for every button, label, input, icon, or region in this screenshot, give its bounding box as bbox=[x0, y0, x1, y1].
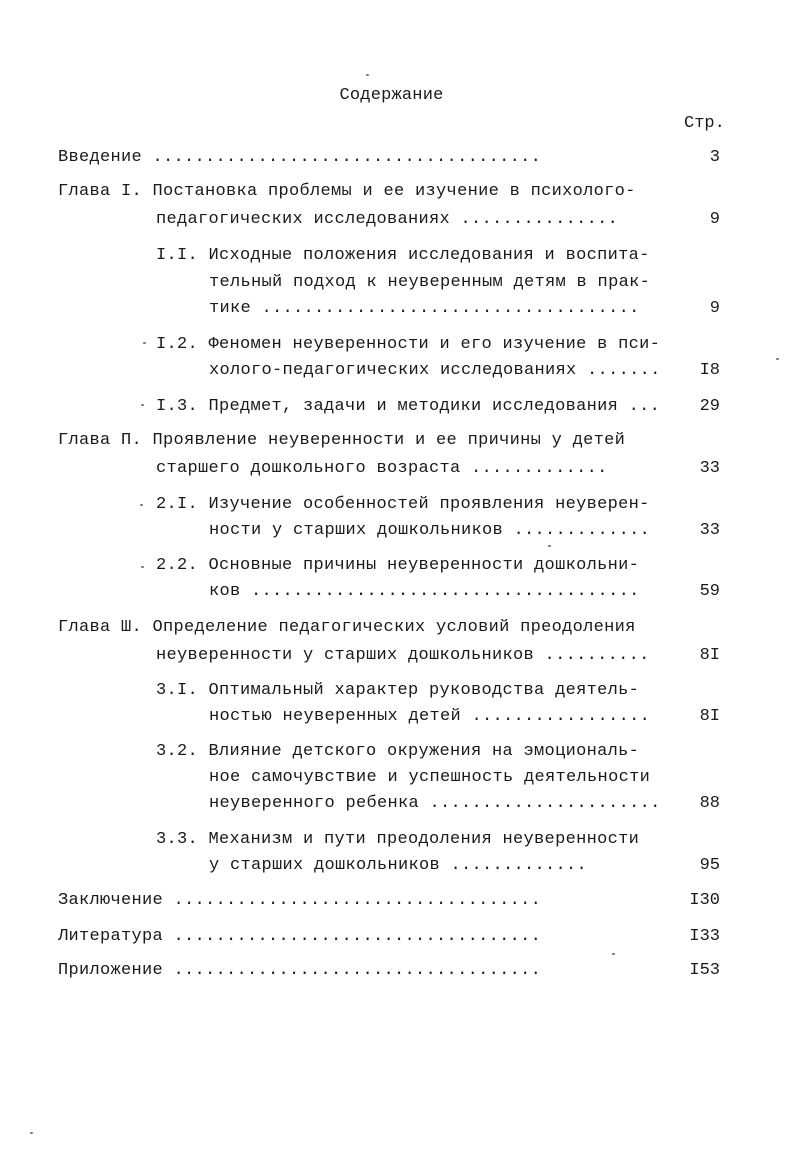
toc-page-conclusion: I30 bbox=[689, 891, 720, 910]
scan-speck bbox=[776, 358, 779, 360]
page-title: Содержание bbox=[339, 86, 444, 105]
toc-page-appendix: I53 bbox=[689, 961, 720, 980]
toc-page-2-1: 33 bbox=[699, 521, 720, 540]
scan-speck bbox=[140, 504, 143, 506]
page-column-label: Стр. bbox=[684, 114, 725, 133]
toc-page-chapter2: 33 bbox=[699, 459, 720, 478]
toc-line-3-2-cont2: неуверенного ребенка ...................... bbox=[209, 794, 661, 813]
toc-line-2-1-cont: ности у старших дошкольников ............. bbox=[209, 521, 651, 540]
toc-line-literature: Литература ................................... bbox=[58, 927, 542, 946]
toc-line-chapter2: Глава П. Проявление неуверенности и ее причины у детей bbox=[58, 431, 626, 450]
toc-page-chapter1: 9 bbox=[709, 210, 720, 229]
scan-speck bbox=[30, 1132, 33, 1134]
toc-line-3-3-cont: у старших дошкольников ............. bbox=[209, 856, 588, 875]
toc-line-chapter2-cont: старшего дошкольного возраста ............. bbox=[156, 459, 608, 478]
toc-line-1-1-cont1: тельный подход к неуверенным детям в прак- bbox=[209, 273, 651, 292]
scan-speck bbox=[366, 74, 369, 76]
toc-line-2-2-cont: ков ..................................... bbox=[209, 582, 640, 601]
toc-line-2-2: 2.2. Основные причины неуверенности дошкольни- bbox=[156, 556, 640, 575]
toc-line-1-1: I.I. Исходные положения исследования и воспита- bbox=[156, 246, 650, 265]
toc-page-1-1: 9 bbox=[709, 299, 720, 318]
toc-line-appendix: Приложение ................................... bbox=[58, 961, 542, 980]
toc-page-literature: I33 bbox=[689, 927, 720, 946]
toc-line-1-3: I.3. Предмет, задачи и методики исследования ... bbox=[156, 397, 661, 416]
toc-line-3-2: 3.2. Влияние детского окружения на эмоциональ- bbox=[156, 742, 640, 761]
toc-line-chapter3: Глава Ш. Определение педагогических условий преодоления bbox=[58, 618, 636, 637]
scan-speck bbox=[141, 404, 144, 406]
toc-line-1-2: I.2. Феномен неуверенности и его изучение в пси- bbox=[156, 335, 661, 354]
toc-line-1-2-cont: холого-педагогических исследованиях ....... bbox=[209, 361, 661, 380]
toc-page-intro: 3 bbox=[709, 148, 720, 167]
toc-line-3-2-cont1: ное самочувствие и успешность деятельности bbox=[209, 768, 651, 787]
toc-page-3-3: 95 bbox=[699, 856, 720, 875]
scan-speck bbox=[612, 953, 615, 955]
toc-line-conclusion: Заключение ................................... bbox=[58, 891, 542, 910]
toc-line-intro: Введение ..................................... bbox=[58, 148, 542, 167]
toc-line-chapter1: Глава I. Постановка проблемы и ее изучение в психолого- bbox=[58, 182, 636, 201]
toc-line-3-3: 3.3. Механизм и пути преодоления неуверенности bbox=[156, 830, 640, 849]
toc-line-2-1: 2.I. Изучение особенностей проявления неуверен- bbox=[156, 495, 650, 514]
toc-line-chapter1-cont: педагогических исследованиях ............... bbox=[156, 210, 619, 229]
toc-page-1-2: I8 bbox=[699, 361, 720, 380]
toc-page-chapter3: 8I bbox=[699, 646, 720, 665]
scan-speck bbox=[141, 566, 144, 568]
scan-speck bbox=[143, 342, 146, 344]
toc-page-3-2: 88 bbox=[699, 794, 720, 813]
toc-line-chapter3-cont: неуверенности у старших дошкольников .......... bbox=[156, 646, 650, 665]
toc-line-3-1-cont: ностью неуверенных детей ................. bbox=[209, 707, 651, 726]
toc-page-2-2: 59 bbox=[699, 582, 720, 601]
toc-page-1-3: 29 bbox=[699, 397, 720, 416]
toc-line-1-1-cont2: тике .................................... bbox=[209, 299, 640, 318]
toc-line-3-1: 3.I. Оптимальный характер руководства деятель- bbox=[156, 681, 640, 700]
toc-page-3-1: 8I bbox=[699, 707, 720, 726]
scan-speck bbox=[548, 545, 551, 547]
